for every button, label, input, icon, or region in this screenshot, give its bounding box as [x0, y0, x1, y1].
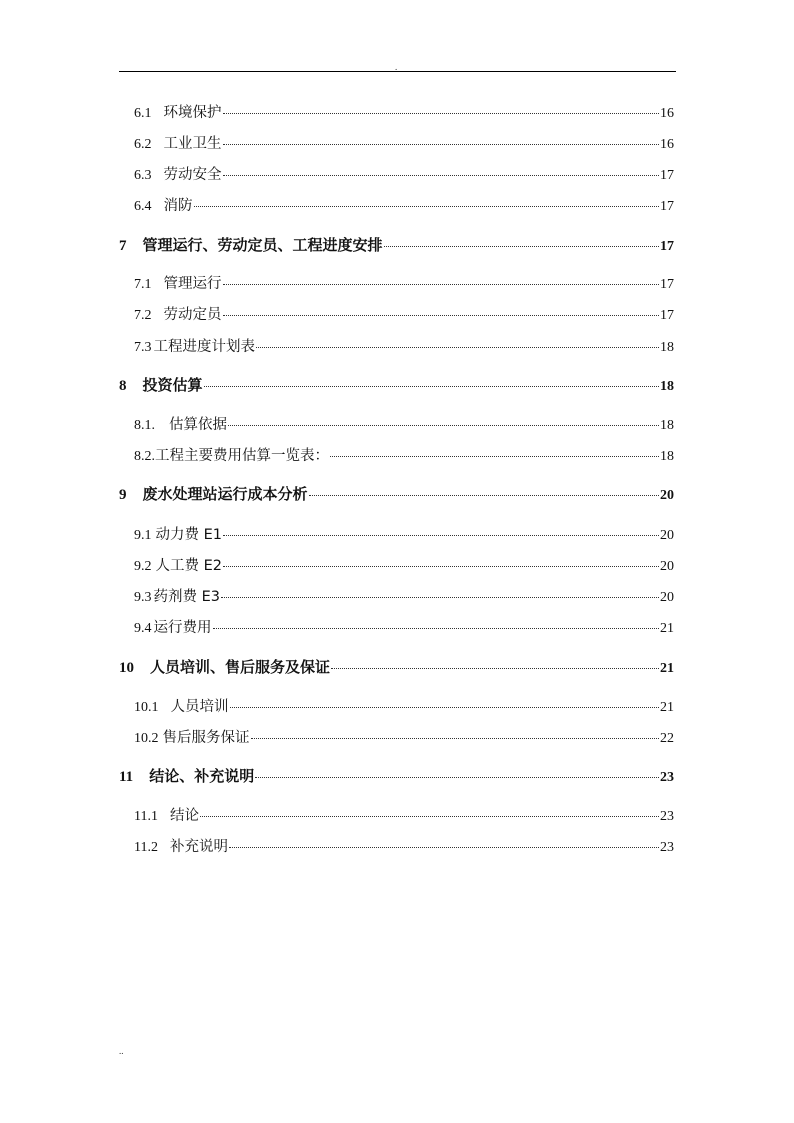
- toc-entry-10-2[interactable]: [134, 726, 674, 748]
- toc-entry-number: 9.3: [134, 590, 152, 605]
- toc-entry-page: 23: [660, 840, 674, 855]
- toc-entry-title: 人工费 E2: [155, 558, 222, 574]
- toc-chapter-9[interactable]: [119, 483, 674, 505]
- toc-entry-title: 药剂费 E3: [153, 589, 220, 605]
- toc-entry-page: 22: [660, 731, 674, 746]
- dot-leader: [384, 246, 659, 247]
- toc-entry-page: 18: [660, 449, 674, 464]
- dot-leader: [330, 456, 659, 457]
- toc-entry-title: 劳动定员: [163, 307, 222, 323]
- toc-chapter-title: 结论、补充说明: [149, 767, 255, 785]
- toc-entry-page: 17: [660, 168, 674, 183]
- toc-entry-6-1[interactable]: [134, 101, 674, 123]
- toc-entry-title: 人员培训: [170, 699, 229, 715]
- toc-entry-number: 10.1: [134, 700, 159, 715]
- toc-entry-6-2[interactable]: [134, 132, 674, 154]
- toc-chapter-number: 10: [119, 660, 134, 676]
- toc-entry-page: 17: [660, 199, 674, 214]
- toc-chapter-title: 废水处理站运行成本分析: [142, 485, 308, 503]
- toc-entry-page: 20: [660, 590, 674, 605]
- toc-chapter-number: 9: [119, 487, 127, 503]
- toc-entry-number: 8.1.: [134, 418, 155, 433]
- toc-entry-title: 估算依据: [169, 417, 227, 433]
- toc-entry-page: 21: [660, 621, 674, 636]
- toc-chapter-page: 18: [660, 379, 674, 394]
- toc-entry-title: 结论: [169, 808, 199, 824]
- toc-entry-11-1[interactable]: [134, 804, 674, 826]
- toc-entry-8-2[interactable]: [134, 444, 674, 466]
- toc-entry-9-4[interactable]: [134, 616, 674, 638]
- toc-entry-page: 16: [660, 106, 674, 121]
- toc-entry-number: 9.1: [134, 528, 152, 543]
- toc-entry-number: 6.1: [134, 106, 152, 121]
- toc-entry-title: 工程主要费用估算一览表：: [155, 448, 329, 464]
- dot-leader: [229, 847, 659, 848]
- toc-entry-title: 工程进度计划表: [153, 339, 255, 355]
- dot-leader: [228, 425, 659, 426]
- dot-leader: [194, 206, 660, 207]
- toc-entry-9-3[interactable]: [134, 585, 674, 607]
- toc-entry-page: 21: [660, 700, 674, 715]
- toc-chapter-title: 投资估算: [142, 376, 203, 394]
- toc-entry-7-3[interactable]: [134, 335, 674, 357]
- toc-chapter-number: 7: [119, 238, 127, 254]
- toc-entry-page: 18: [660, 418, 674, 433]
- toc-entry-9-1[interactable]: [134, 523, 674, 545]
- dot-leader: [251, 738, 660, 739]
- toc-entry-6-4[interactable]: [134, 194, 674, 216]
- toc-chapter-title: 管理运行、劳动定员、工程进度安排: [142, 236, 383, 254]
- toc-entry-7-2[interactable]: [134, 303, 674, 325]
- dot-leader: [223, 315, 660, 316]
- toc-entry-8-1[interactable]: [134, 413, 674, 435]
- dot-leader: [223, 144, 660, 145]
- dot-leader: [255, 777, 659, 778]
- header-rule: [119, 71, 676, 72]
- toc-entry-11-2[interactable]: [134, 835, 674, 857]
- dot-leader: [204, 386, 659, 387]
- toc-entry-page: 20: [660, 528, 674, 543]
- footer-mark: ..: [119, 1046, 124, 1056]
- toc-entry-page: 17: [660, 277, 674, 292]
- toc-entry-page: 17: [660, 308, 674, 323]
- dot-leader: [309, 495, 659, 496]
- toc-entry-number: 8.2.: [134, 449, 155, 464]
- toc-chapter-number: 8: [119, 378, 127, 394]
- dot-leader: [213, 628, 660, 629]
- toc-entry-number: 6.4: [134, 199, 152, 214]
- toc-entry-title: 消防: [163, 198, 193, 214]
- toc-chapter-page: 20: [660, 488, 674, 503]
- dot-leader: [223, 284, 660, 285]
- toc-chapter-page: 21: [660, 661, 674, 676]
- toc-entry-title: 管理运行: [163, 276, 222, 292]
- toc-entry-number: 9.2: [134, 559, 152, 574]
- toc-entry-number: 11.2: [134, 840, 158, 855]
- dot-leader: [230, 707, 660, 708]
- toc-chapter-7[interactable]: [119, 234, 674, 256]
- toc-chapter-10[interactable]: [119, 656, 674, 678]
- toc-entry-title: 环境保护: [163, 105, 222, 121]
- toc-entry-page: 20: [660, 559, 674, 574]
- dot-leader: [223, 175, 660, 176]
- dot-leader: [331, 668, 659, 669]
- dot-leader: [223, 113, 660, 114]
- toc-entry-title: 运行费用: [153, 620, 212, 636]
- toc-entry-title: 劳动安全: [163, 167, 222, 183]
- toc-entry-7-1[interactable]: [134, 272, 674, 294]
- toc-chapter-11[interactable]: [119, 765, 674, 787]
- toc-chapter-number: 11: [119, 769, 134, 785]
- toc-entry-number: 7.2: [134, 308, 152, 323]
- toc-entry-number: 7.1: [134, 277, 152, 292]
- toc-entry-number: 6.3: [134, 168, 152, 183]
- toc-entry-page: 23: [660, 809, 674, 824]
- toc-entry-number: 10.2: [134, 731, 159, 746]
- toc-entry-title: 动力费 E1: [155, 527, 222, 543]
- toc-entry-6-3[interactable]: [134, 163, 674, 185]
- dot-leader: [200, 816, 659, 817]
- toc-entry-title: 补充说明: [169, 839, 228, 855]
- dot-leader: [223, 566, 659, 567]
- toc-entry-number: 6.2: [134, 137, 152, 152]
- toc-chapter-page: 17: [660, 239, 674, 254]
- toc-entry-number: 9.4: [134, 621, 152, 636]
- toc-entry-number: 7.3: [134, 340, 152, 355]
- toc-entry-page: 18: [660, 340, 674, 355]
- toc-entry-page: 16: [660, 137, 674, 152]
- toc-chapter-title: 人员培训、售后服务及保证: [150, 658, 331, 676]
- toc-entry-9-2[interactable]: [134, 554, 674, 576]
- dot-leader: [223, 535, 659, 536]
- dot-leader: [221, 597, 659, 598]
- dot-leader: [256, 347, 659, 348]
- toc-entry-title: 售后服务保证: [162, 730, 250, 746]
- toc-chapter-8[interactable]: [119, 374, 674, 396]
- header-mark: .: [395, 62, 398, 72]
- toc-entry-title: 工业卫生: [163, 136, 222, 152]
- toc-entry-10-1[interactable]: [134, 695, 674, 717]
- toc-entry-number: 11.1: [134, 809, 158, 824]
- toc-chapter-page: 23: [660, 770, 674, 785]
